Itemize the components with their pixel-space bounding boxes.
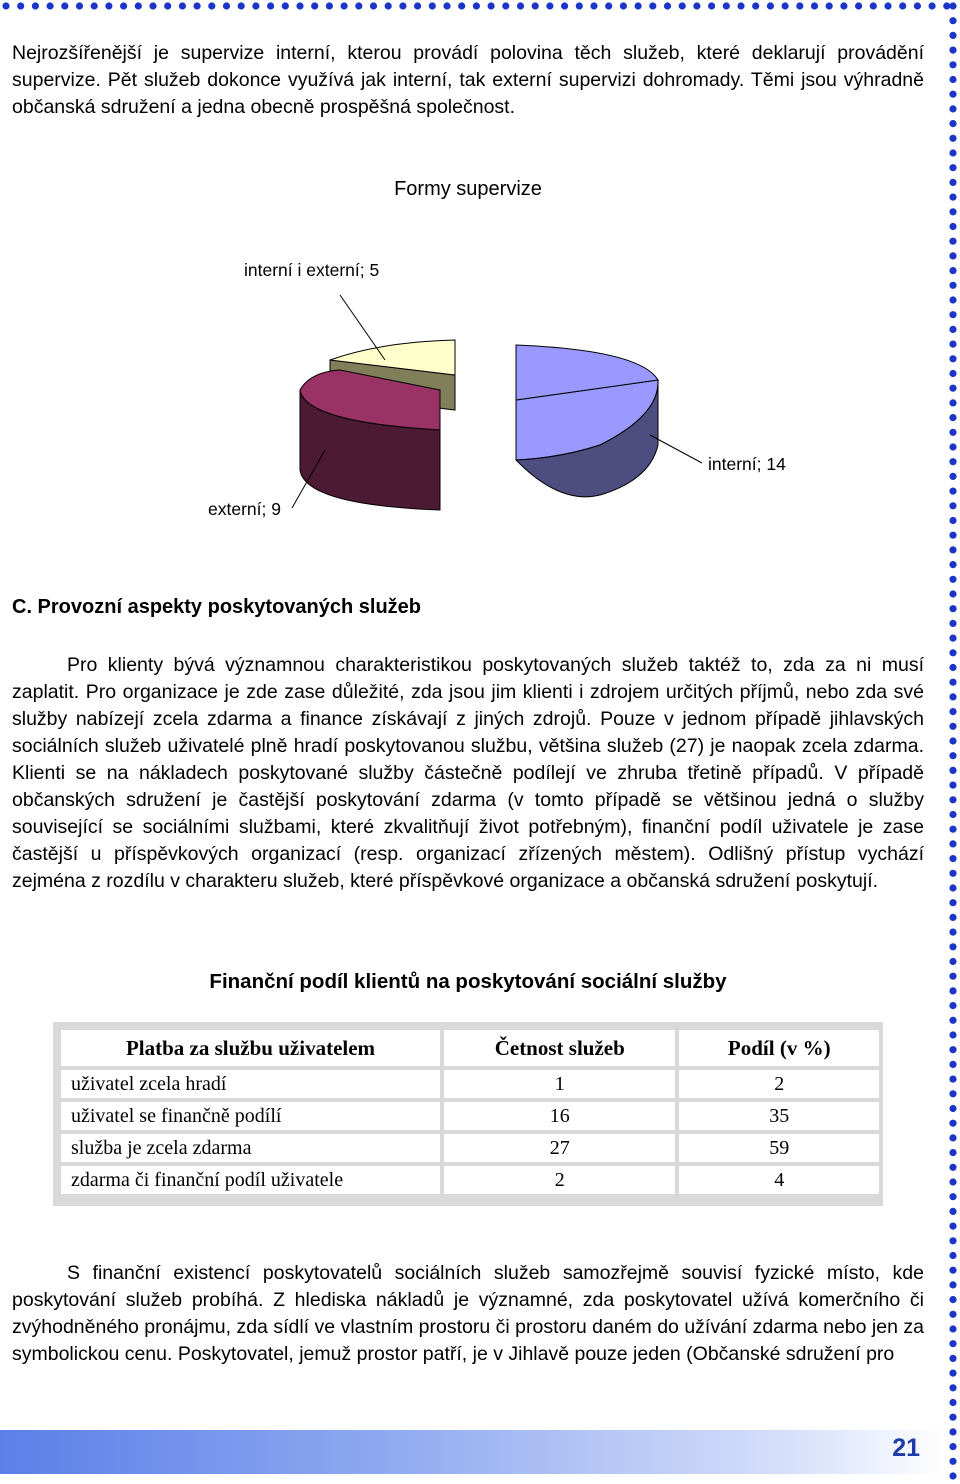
table-cell: 35 [679,1102,879,1130]
dotted-border-top [0,0,960,12]
border-dot [135,2,142,9]
border-dot [949,693,956,700]
border-dot [2,2,9,9]
border-dot [826,2,833,9]
border-dot [620,2,627,9]
border-dot [105,2,112,9]
border-dot [949,1223,956,1230]
border-dot [502,2,509,9]
border-dot [949,194,956,201]
border-dot [949,208,956,215]
data-table [57,1026,883,1198]
border-dot [399,2,406,9]
table-cell: 27 [444,1134,675,1162]
paragraph-1-text: Pro klienty bývá významnou charakteristikou poskytovaných služeb taktéž to, zda za ni musí zaplatit. Pro organizace je zde zase důležité, zda jsou jim klienti i zdrojem určitých příjmů, nebo zda své služby nabízejí zcela zdarma a finance získávají z jiných zdrojů. Pouze v jednom případě jihlavských sociálních služeb uživatelé plně hradí poskytovanou službu, většina služeb (27) je naopak zcela zdarma. Klienti se na nákladech poskytované služby částečně podílejí ve zhruba třetině případů. V případě občanských sdružení je častější poskytování zdarma (v tomto případě se většinou jedná o služby související se sociálními službami, které zkvalitňují život potřebným), finanční podíl uživatele je zase častější u příspěvkových organizací (resp. organizací zřízených městem). Odlišný přístup vychází zejména z rozdílu v charakteru služeb, které příspěvkové organizace a občanská sdružení poskytují. [12,654,924,892]
border-dot [949,1399,956,1406]
dotted-border-right [946,0,960,1484]
border-dot [949,1370,956,1377]
table-header-row [61,1030,879,1066]
border-dot [949,679,956,686]
border-dot [488,2,495,9]
footer-bar [0,1430,946,1474]
border-dot [949,17,956,24]
border-dot [949,311,956,318]
border-dot [949,120,956,127]
border-dot [949,61,956,68]
border-dot [605,2,612,9]
border-dot [326,2,333,9]
border-dot [949,840,956,847]
border-dot [949,1414,956,1421]
table-cell: 2 [679,1070,879,1098]
border-dot [949,32,956,39]
border-dot [532,2,539,9]
border-dot [949,1149,956,1156]
border-dot [473,2,480,9]
border-dot [708,2,715,9]
border-dot [949,47,956,54]
border-dot [949,267,956,274]
table-header-cell: Platba za službu uživatelem [61,1030,440,1066]
data-table-frame [53,1022,883,1206]
table-title: Finanční podíl klientů na poskytování sociální služby [209,970,727,993]
border-dot [949,2,956,9]
border-dot [267,2,274,9]
border-dot [737,2,744,9]
border-dot [949,473,956,480]
border-dot [949,1120,956,1127]
paragraph-2-text: S finanční existencí poskytovatelů sociálních služeb samozřejmě souvisí fyzické místo, kde poskytování služeb probíhá. Z hlediska nákladů je významné, zda poskytovatel užívá komerčního či zvýhodněného pronájmu, zda sídlí ve vlastním prostoru či prostoru daném do užívání zdarma nebo jen za symbolickou cenu. Poskytovatel, jemuž prostor patří, je v Jihlavě pouze jeden (Občanské sdružení pro [12,1262,924,1365]
border-dot [576,2,583,9]
border-dot [414,2,421,9]
data-label-interni-i-externi: interní i externí; 5 [244,260,380,280]
intro-text: Nejrozšířenější je supervize interní, kterou provádí polovina těch služeb, které deklarují provádění supervize. Pět služeb dokonce využívá jak interní, tak externí supervizi dohromady. Těmi jsou výhradně občanská sdružení a jedna obecně prospěšná společnost. [12,42,924,118]
border-dot [723,2,730,9]
table-row [61,1102,879,1130]
data-label-externi: externí; 9 [208,499,281,519]
border-dot [811,2,818,9]
border-dot [949,1002,956,1009]
table-cell: 1 [444,1070,675,1098]
border-dot [949,590,956,597]
border-dot [949,1252,956,1259]
border-dot [782,2,789,9]
paragraph-2 [12,1260,924,1368]
border-dot [164,2,171,9]
border-dot [949,796,956,803]
border-dot [949,355,956,362]
border-dot [884,2,891,9]
border-dot [355,2,362,9]
border-dot [17,2,24,9]
border-dot [693,2,700,9]
border-dot [949,752,956,759]
border-dot [949,502,956,509]
border-dot [949,958,956,965]
border-dot [949,664,956,671]
pie-slice-interni [516,345,658,497]
table-cell: 59 [679,1134,879,1162]
border-dot [635,2,642,9]
border-dot [949,76,956,83]
border-dot [458,2,465,9]
border-dot [949,1134,956,1141]
border-dot [929,2,936,9]
border-dot [949,1164,956,1171]
border-dot [311,2,318,9]
border-dot [949,1105,956,1112]
border-dot [61,2,68,9]
border-dot [208,2,215,9]
border-dot [949,723,956,730]
border-dot [590,2,597,9]
border-dot [949,605,956,612]
table-header-cell: Četnost služeb [444,1030,675,1066]
border-dot [949,1267,956,1274]
border-dot [370,2,377,9]
border-dot [949,1355,956,1362]
data-label-interni: interní; 14 [708,454,786,474]
table-header-cell: Podíl (v %) [679,1030,879,1066]
border-dot [949,899,956,906]
border-dot [949,1340,956,1347]
pie-slice-externi [300,370,440,510]
border-dot [949,1472,956,1479]
border-dot [443,2,450,9]
border-dot [949,649,956,656]
border-dot [223,2,230,9]
table-cell: uživatel se finančně podílí [61,1102,440,1130]
border-dot [949,341,956,348]
border-dot [949,414,956,421]
border-dot [91,2,98,9]
border-dot [949,1296,956,1303]
border-dot [870,2,877,9]
border-dot [949,1325,956,1332]
border-dot [949,370,956,377]
border-dot [949,326,956,333]
border-dot [949,987,956,994]
border-dot [949,164,956,171]
border-dot [149,2,156,9]
border-dot [949,1384,956,1391]
border-dot [949,1178,956,1185]
border-dot [949,1281,956,1288]
border-dot [949,943,956,950]
chart-title: Formy supervize [394,178,542,200]
table-row [61,1070,879,1098]
border-dot [949,399,956,406]
border-dot [949,252,956,259]
table-cell: 2 [444,1166,675,1194]
border-dot [949,1428,956,1435]
border-dot [949,1031,956,1038]
border-dot [649,2,656,9]
border-dot [517,2,524,9]
border-dot [120,2,127,9]
border-dot [949,973,956,980]
table-cell: služba je zcela zdarma [61,1134,440,1162]
border-dot [949,443,956,450]
border-dot [679,2,686,9]
table-cell: 16 [444,1102,675,1130]
border-dot [561,2,568,9]
border-dot [949,737,956,744]
border-dot [385,2,392,9]
border-dot [429,2,436,9]
border-dot [179,2,186,9]
border-dot [949,1237,956,1244]
border-dot [949,914,956,921]
table-cell: 4 [679,1166,879,1194]
border-dot [949,238,956,245]
border-dot [949,429,956,436]
border-dot [899,2,906,9]
table-row [61,1166,879,1194]
border-dot [949,546,956,553]
border-dot [949,855,956,862]
border-dot [252,2,259,9]
border-dot [949,517,956,524]
border-dot [238,2,245,9]
border-dot [949,296,956,303]
border-dot [949,179,956,186]
border-dot [949,1090,956,1097]
border-dot [949,488,956,495]
leader-line-interni [650,435,702,463]
border-dot [949,385,956,392]
paragraph-1 [12,652,924,895]
border-dot [949,1208,956,1215]
border-dot [949,884,956,891]
border-dot [949,1061,956,1068]
border-dot [949,91,956,98]
border-dot [949,767,956,774]
border-dot [341,2,348,9]
border-dot [949,282,956,289]
border-dot [949,708,956,715]
table-cell: uživatel zcela hradí [61,1070,440,1098]
table-cell: zdarma či finanční podíl uživatele [61,1166,440,1194]
border-dot [949,576,956,583]
border-dot [949,532,956,539]
pie-chart [0,160,940,560]
border-dot [949,1443,956,1450]
border-dot [194,2,201,9]
table-row [61,1134,879,1162]
border-dot [949,929,956,936]
border-dot [282,2,289,9]
page-number: 21 [892,1434,920,1462]
border-dot [949,135,956,142]
border-dot [949,1017,956,1024]
border-dot [949,458,956,465]
border-dot [949,811,956,818]
border-dot [664,2,671,9]
border-dot [949,149,956,156]
border-dot [949,1076,956,1083]
border-dot [949,561,956,568]
border-dot [767,2,774,9]
border-dot [949,223,956,230]
border-dot [76,2,83,9]
border-dot [949,105,956,112]
border-dot [949,620,956,627]
border-dot [47,2,54,9]
border-dot [840,2,847,9]
border-dot [796,2,803,9]
border-dot [949,1046,956,1053]
border-dot [949,635,956,642]
border-dot [855,2,862,9]
border-dot [949,870,956,877]
border-dot [32,2,39,9]
border-dot [949,826,956,833]
border-dot [296,2,303,9]
intro-paragraph [12,40,924,121]
border-dot [546,2,553,9]
section-heading: C. Provozní aspekty poskytovaných služeb [12,596,422,618]
border-dot [949,782,956,789]
border-dot [914,2,921,9]
border-dot [949,1311,956,1318]
border-dot [949,1193,956,1200]
border-dot [949,1458,956,1465]
border-dot [752,2,759,9]
